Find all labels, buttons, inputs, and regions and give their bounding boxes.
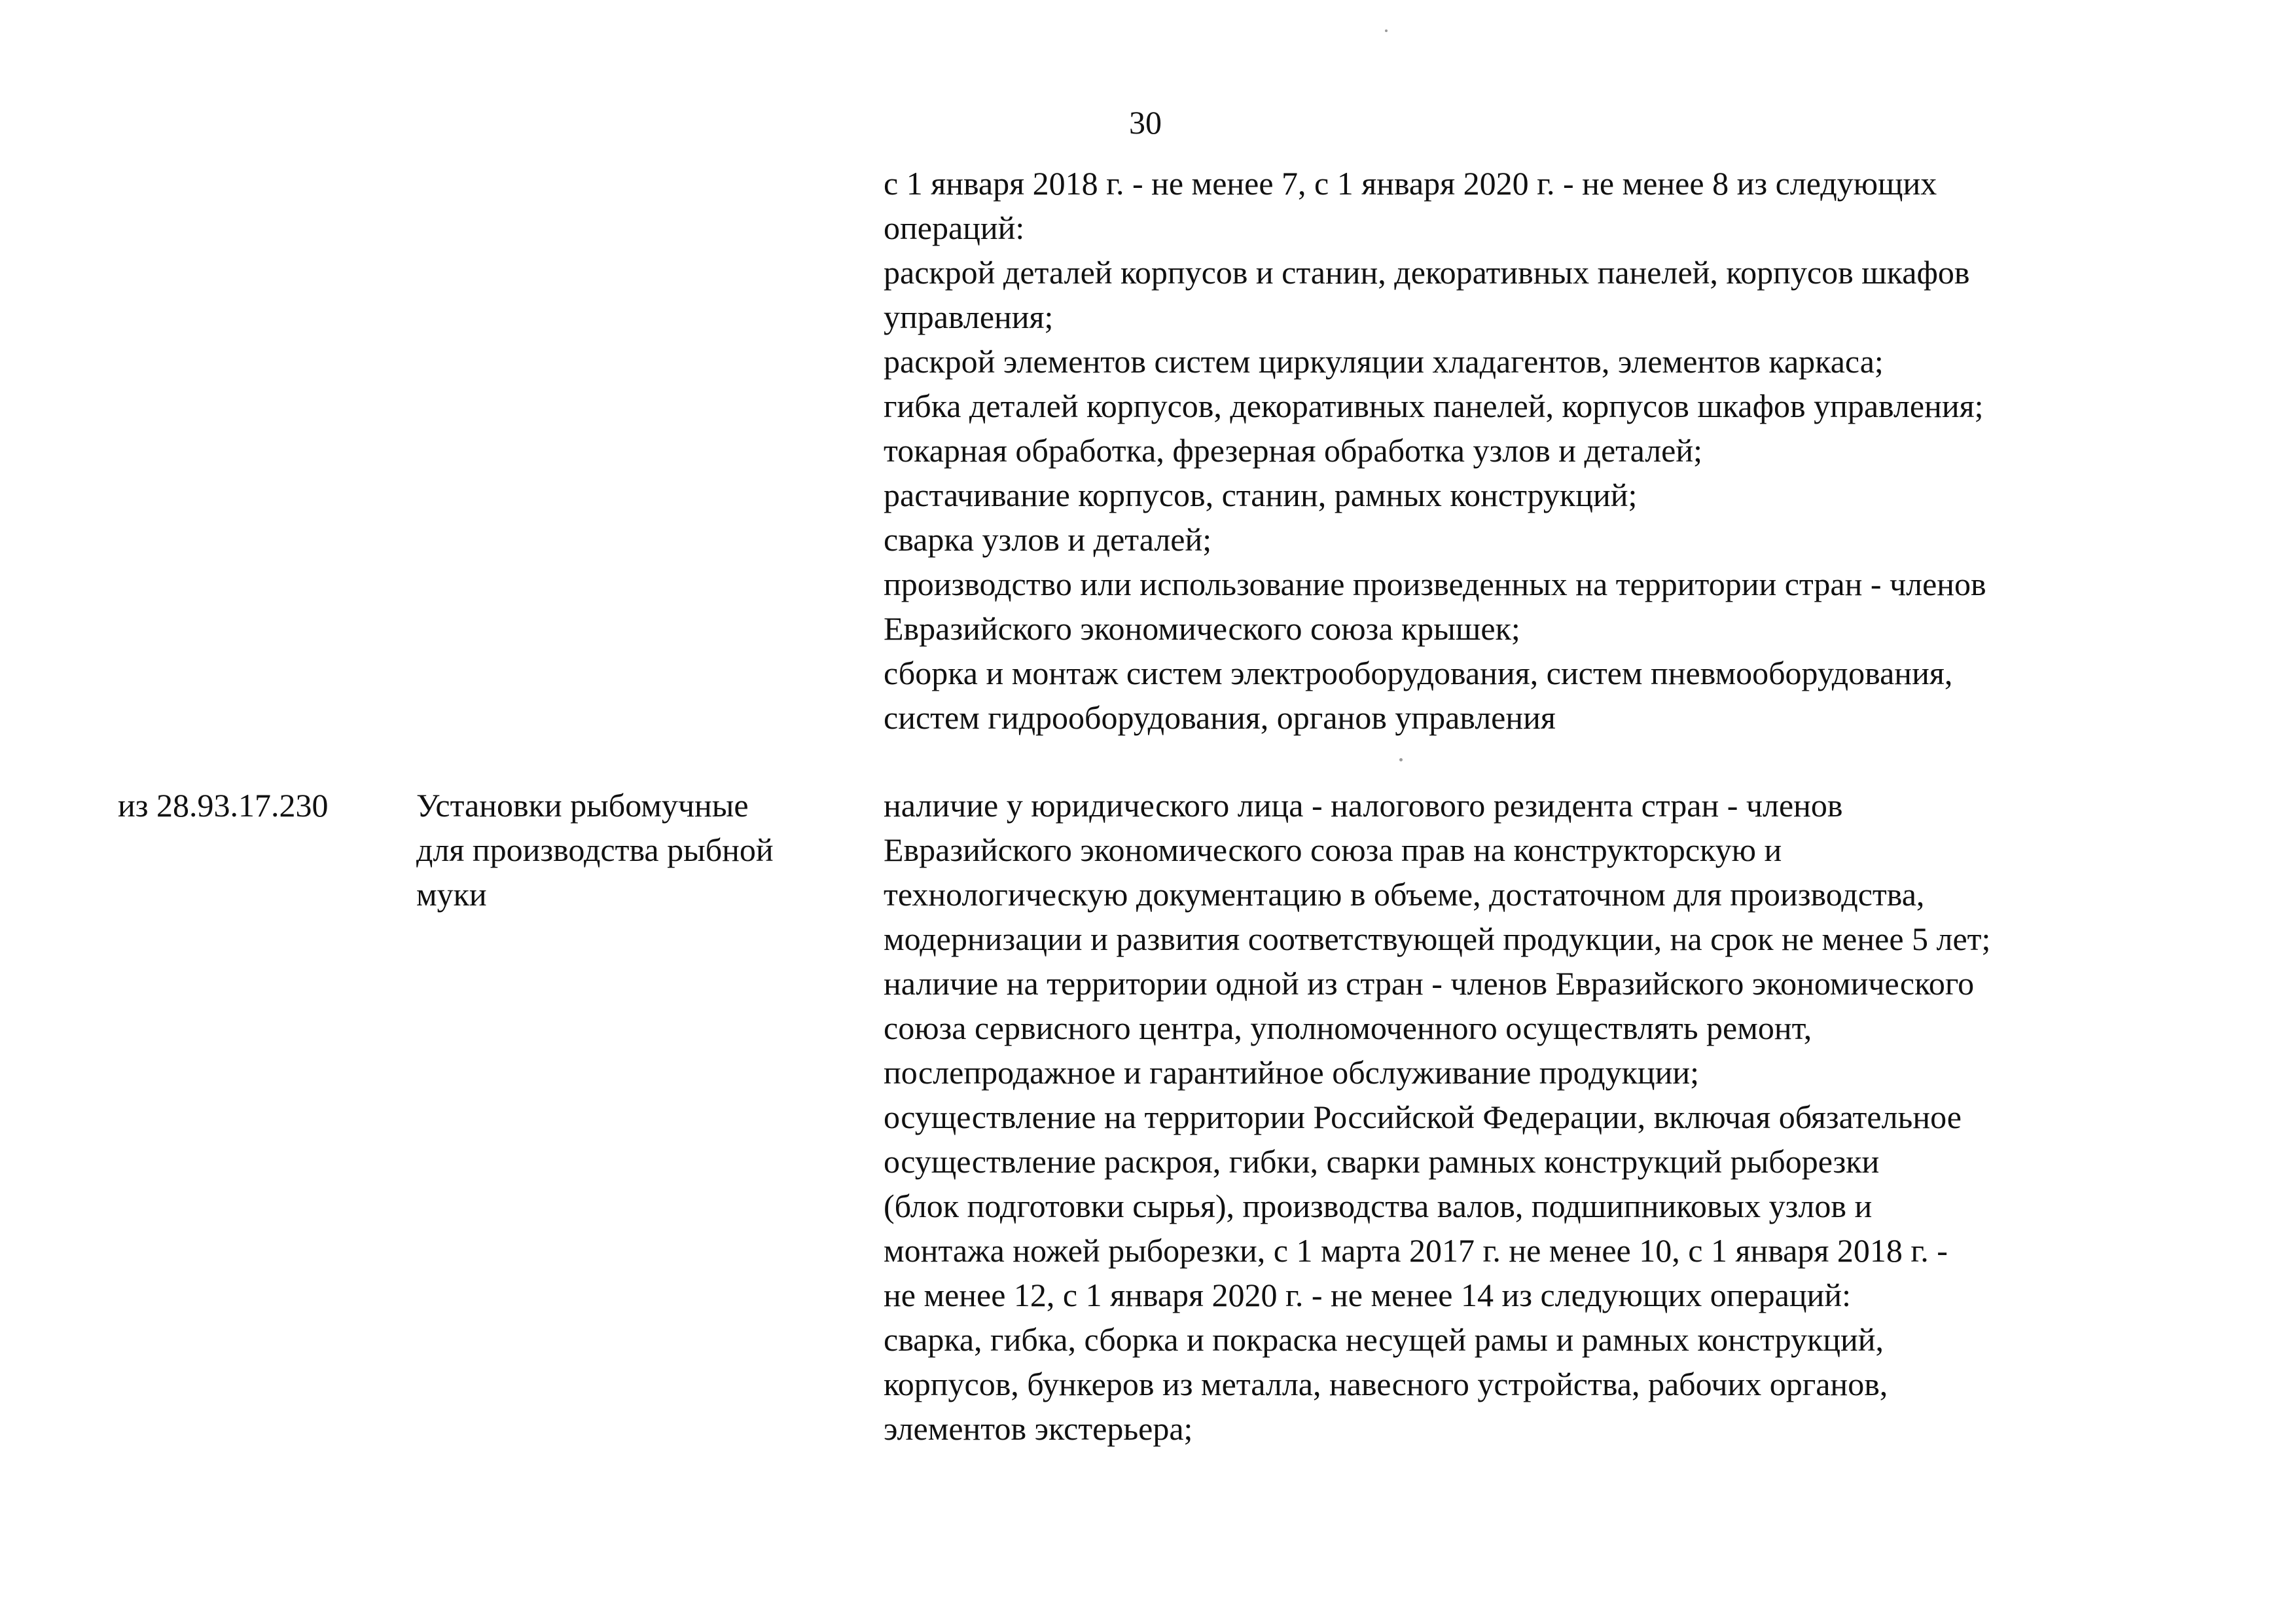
page-number: 30 [1129,104,1162,141]
text-line: наличие у юридического лица - налогового резидента стран - членов [884,787,1843,824]
text-line: корпусов, бункеров из металла, навесного устройства, рабочих органов, [884,1366,1888,1402]
product-code-text: из 28.93.17.230 [118,787,329,824]
text-line: монтажа ножей рыборезки, с 1 марта 2017 г. не менее 10, с 1 января 2018 г. - [884,1232,1948,1269]
text-line: модернизации и развития соответствующей продукции, на срок не менее 5 лет; [884,921,1991,957]
text-line: раскрой деталей корпусов и станин, декоративных панелей, корпусов шкафов [884,254,1970,291]
text-line: осуществление на территории Российской Федерации, включая обязательное [884,1099,1962,1135]
scan-speck [1385,29,1388,32]
product-name [416,783,861,917]
text-line: элементов экстерьера; [884,1410,1193,1447]
product-name-line: Установки рыбомучные [416,787,749,824]
text-line: гибка деталей корпусов, декоративных панелей, корпусов шкафов управления; [884,388,1984,424]
text-line: Евразийского экономического союза крышек; [884,610,1520,647]
product-code [118,783,393,828]
product-requirements [884,783,2193,1451]
text-line: производство или использование произведенных на территории стран - членов [884,566,1986,602]
text-line: не менее 12, с 1 января 2020 г. - не менее 14 из следующих операций: [884,1277,1852,1313]
text-line: с 1 января 2018 г. - не менее 7, с 1 января 2020 г. - не менее 8 из следующих [884,165,1937,202]
scan-speck [1399,758,1403,761]
text-line: технологическую документацию в объеме, достаточном для производства, [884,876,1925,913]
continuation-requirements [884,161,2186,740]
text-line: Евразийского экономического союза прав на конструкторскую и [884,831,1782,868]
text-line: управления; [884,299,1054,335]
text-line: сварка узлов и деталей; [884,521,1212,558]
text-line: (блок подготовки сырья), производства валов, подшипниковых узлов и [884,1188,1873,1224]
text-line: наличие на территории одной из стран - членов Евразийского экономического [884,965,1975,1002]
text-line: систем гидрооборудования, органов управления [884,699,1556,736]
text-line: союза сервисного центра, уполномоченного осуществлять ремонт, [884,1010,1812,1046]
text-line: токарная обработка, фрезерная обработка узлов и деталей; [884,432,1703,469]
text-line: операций: [884,210,1025,246]
text-line: сборка и монтаж систем электрооборудования, систем пневмооборудования, [884,655,1953,691]
text-line: раскрой элементов систем циркуляции хладагентов, элементов каркаса; [884,343,1884,380]
product-name-line: для производства рыбной [416,831,774,868]
product-name-line: муки [416,876,487,913]
text-line: осуществление раскроя, гибки, сварки рамных конструкций рыборезки [884,1143,1880,1180]
text-line: растачивание корпусов, станин, рамных конструкций; [884,477,1638,513]
text-line: послепродажное и гарантийное обслуживание продукции; [884,1054,1700,1091]
text-line: сварка, гибка, сборка и покраска несущей рамы и рамных конструкций, [884,1321,1884,1358]
